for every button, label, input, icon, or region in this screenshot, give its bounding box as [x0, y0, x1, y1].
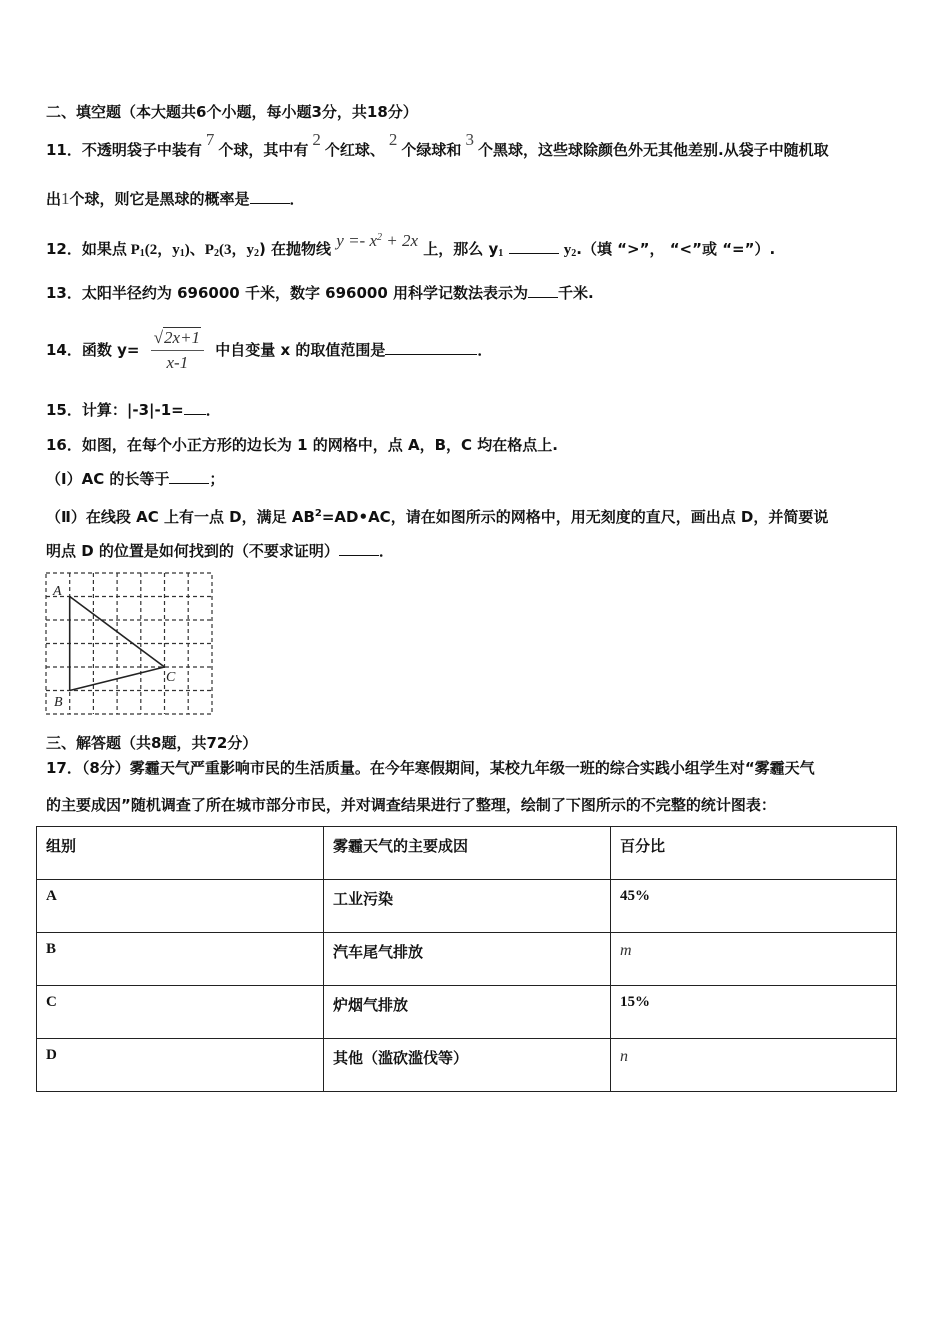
- answer-blank[interactable]: [528, 283, 558, 298]
- answer-blank[interactable]: [509, 239, 559, 254]
- question-number: 17．: [46, 759, 82, 777]
- question-number: 12．: [46, 240, 82, 258]
- table-row: D 其他（滥砍滥伐等） n: [37, 1039, 897, 1092]
- question-number: 14．: [46, 341, 82, 359]
- header-percent: 百分比: [611, 827, 897, 880]
- table-row: A 工业污染 45%: [37, 880, 897, 933]
- parabola-formula: $y =- x^2 + 2x$: [336, 231, 419, 250]
- answer-blank[interactable]: [184, 400, 206, 415]
- question-number: 16．: [46, 436, 82, 454]
- table-header-row: [37, 827, 897, 880]
- svg-text:C: C: [166, 670, 176, 685]
- question-13: 13．太阳半径约为 696000 千米，数字 696000 用科学记数法表示为 千米.: [46, 284, 594, 302]
- header-cause: 雾霾天气的主要成因: [324, 827, 611, 880]
- question-11-line-1: 11．不透明袋子中装有7个球，其中有2个红球、2个绿球和3个黑球，这些球除颜色外无其他差别.从袋子中随机取: [46, 130, 829, 159]
- svg-text:A: A: [53, 584, 62, 599]
- section-3-heading: 三、解答题（共8题，共72分）: [46, 734, 258, 752]
- question-16-part-1: （Ⅰ）AC 的长等于 ；: [46, 470, 225, 488]
- question-16-part-2-line-2: 明点 D 的位置是如何找到的（不要求证明） ．: [46, 542, 394, 560]
- question-17-line-2: 的主要成因”随机调查了所在城市部分市民，并对调查结果进行了整理，绘制了下图所示的不完整的统计图表：: [46, 796, 776, 814]
- section-2-heading: 二、填空题（本大题共6个小题，每小题3分，共18分）: [46, 103, 418, 121]
- fraction-formula: $\frac{√2x+1}{x-1}$: [151, 328, 204, 373]
- question-16-part-2: （Ⅱ）在线段 AC 上有一点 D，满足 $AB^2=AD•AC$，请在如图所示的网格中，用无刻度的直尺，画出点 D，并简要说: [46, 508, 829, 526]
- answer-blank[interactable]: [385, 340, 477, 355]
- triangle-grid-figure: [45, 572, 215, 721]
- table-row: C 炉烟气排放 15%: [37, 986, 897, 1039]
- question-number: 13．: [46, 284, 82, 302]
- svg-text:B: B: [54, 695, 63, 710]
- header-group: 组别: [37, 827, 324, 880]
- haze-causes-table: [36, 826, 897, 1092]
- question-15: 15．计算：|-3|-1= ．: [46, 401, 221, 419]
- answer-blank[interactable]: [250, 189, 290, 204]
- question-11-line-2: 出1个球，则它是黑球的概率是 ．: [46, 189, 305, 208]
- question-17-line-1: 17．（8分）雾霾天气严重影响市民的生活质量。在今年寒假期间，某校九年级一班的综合实践小组学生对“雾霾天气: [46, 759, 815, 777]
- grid-triangle-icon: [45, 572, 215, 717]
- answer-blank[interactable]: [339, 541, 379, 556]
- answer-blank[interactable]: [169, 469, 209, 484]
- question-number: 11．: [46, 141, 82, 159]
- question-16: 16．如图，在每个小正方形的边长为 1 的网格中，点 A，B，C 均在格点上.: [46, 436, 558, 454]
- question-12: 12．如果点 $P_1(2$，$y_1$)、$P_2(3$，$y_2$) 在抛物线 $y =- x^2 + 2x$ 上，那么 $y_1$ $y_2$.（填 “>”， “<”或 “=”）.: [46, 231, 776, 259]
- question-14: 14．函数 y= $\frac{√2x+1}{x-1}$ 中自变量 x 的取值范围是 ．: [46, 328, 493, 372]
- question-number: 15．: [46, 401, 82, 419]
- table-row: B 汽车尾气排放 m: [37, 933, 897, 986]
